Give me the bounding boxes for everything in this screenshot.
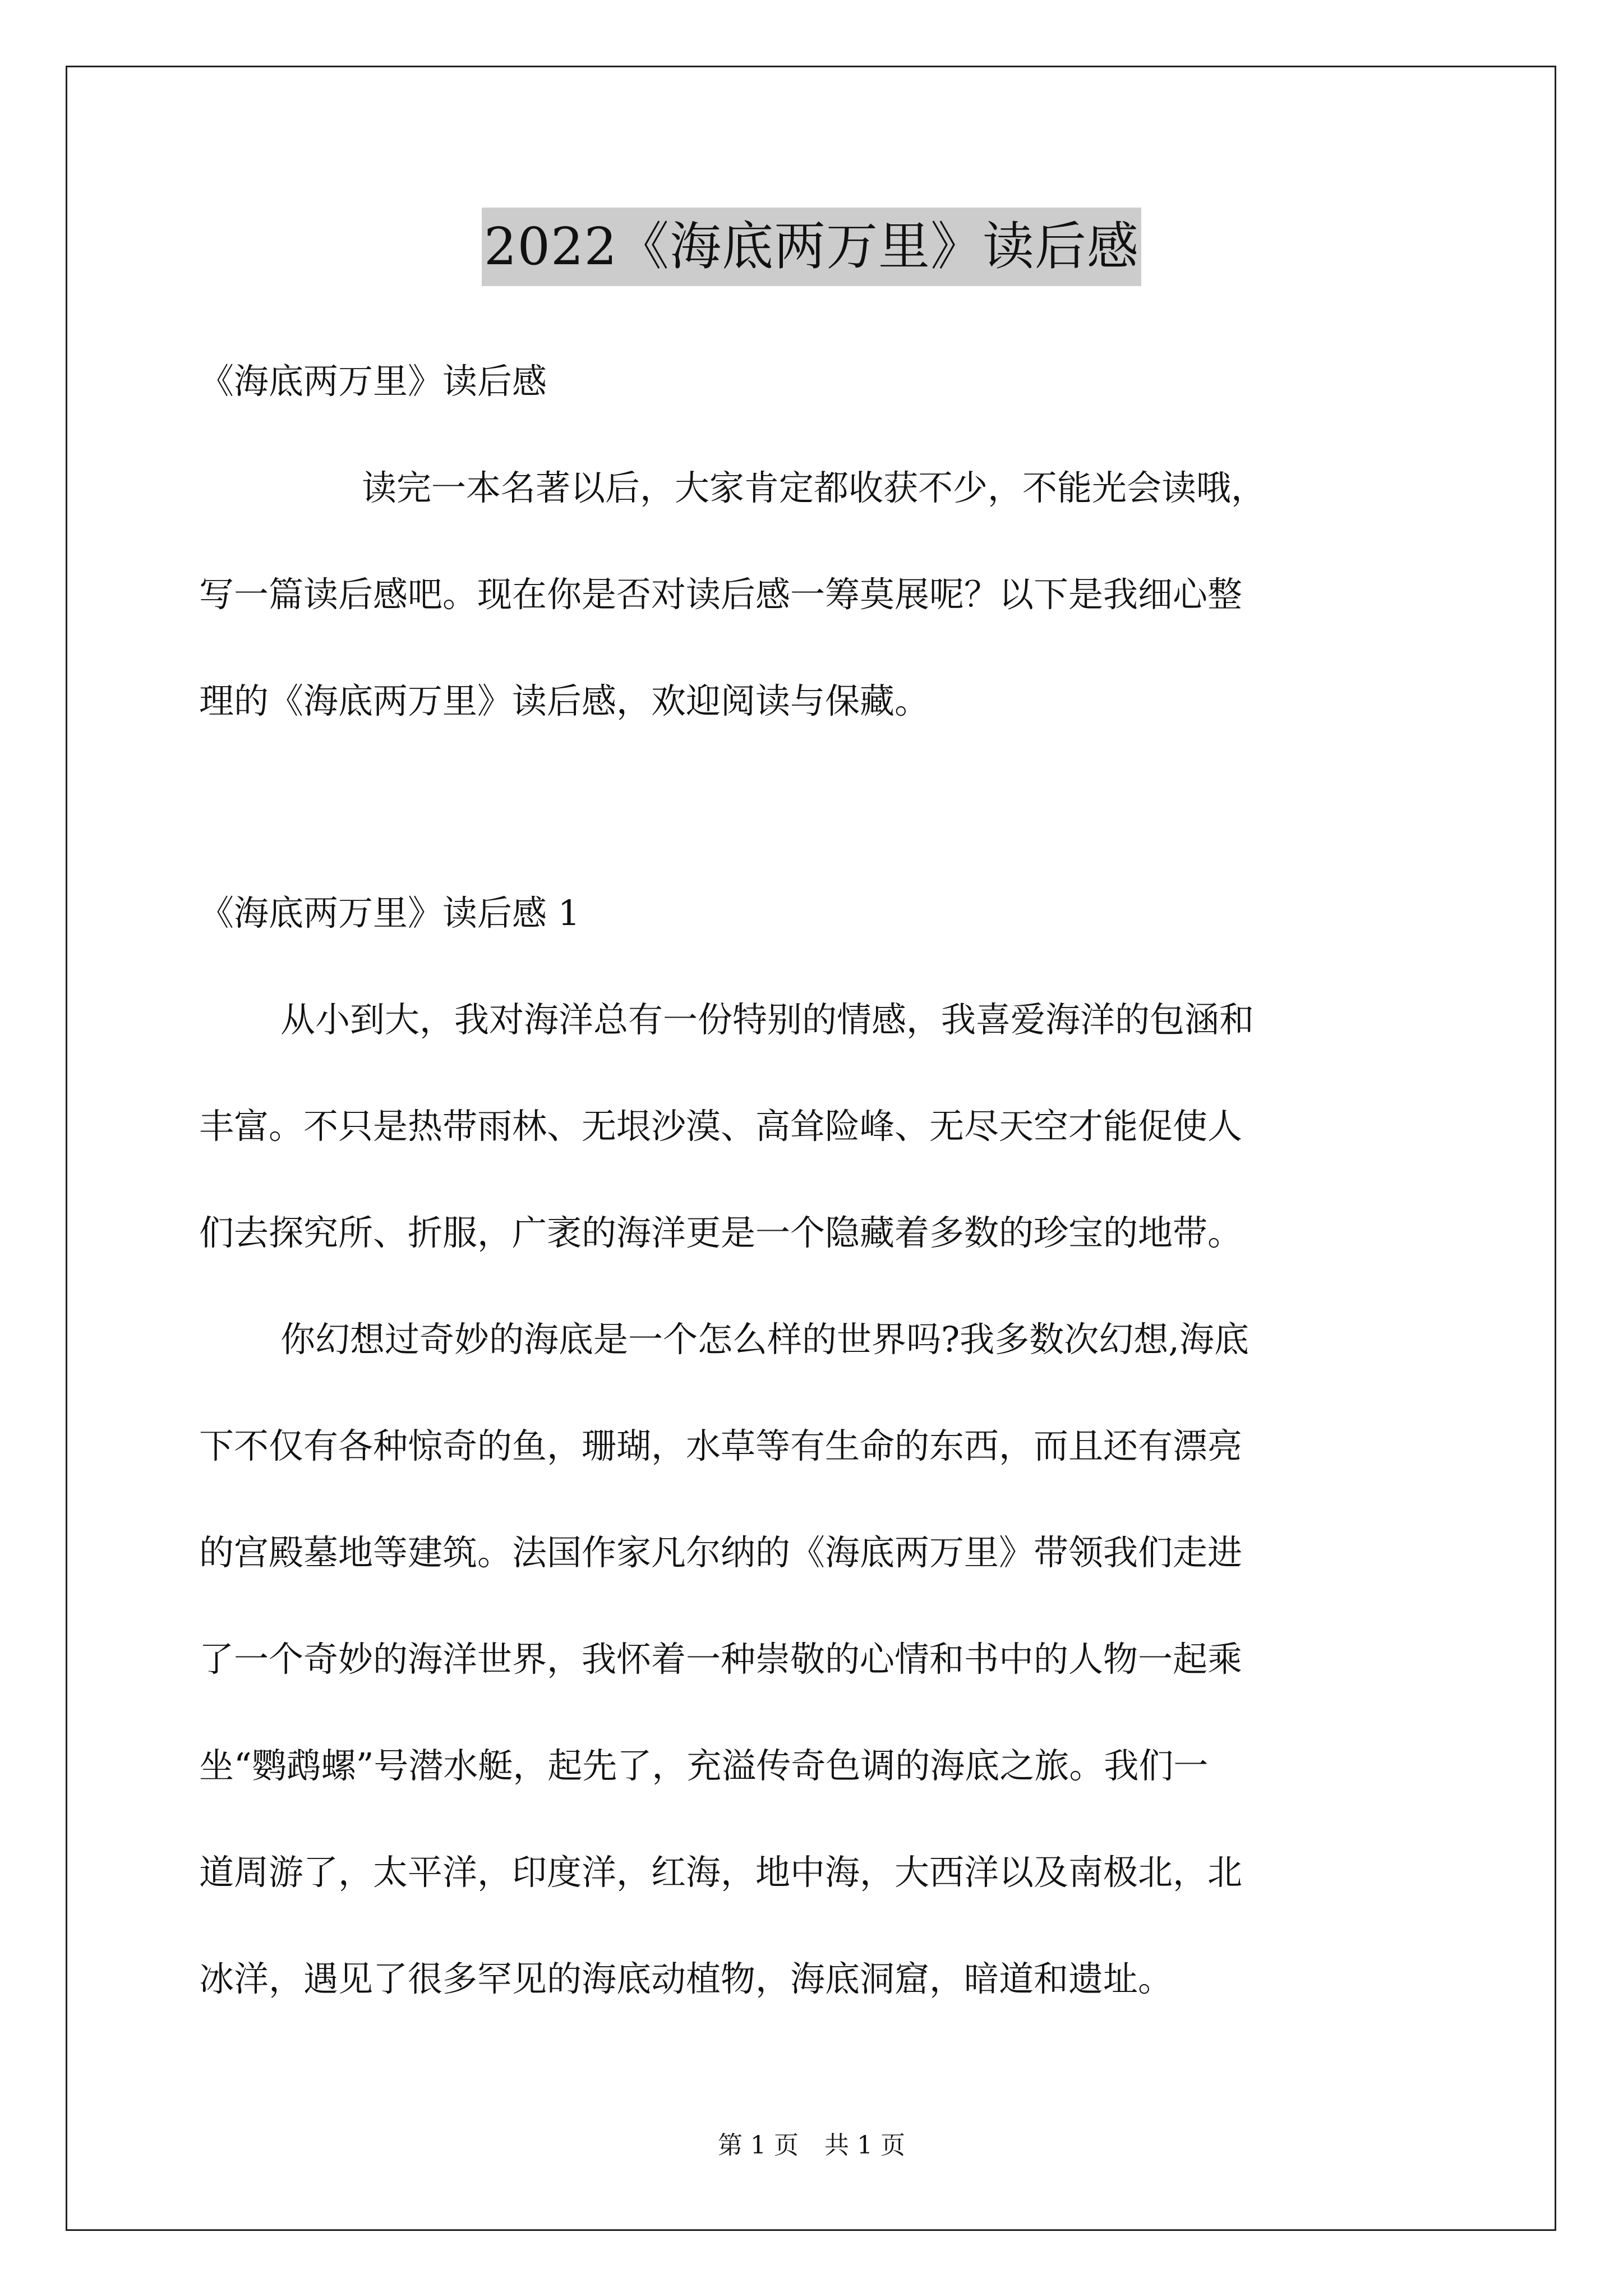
paragraph-line: 们去探究所、折服，广袤的海洋更是一个隐藏着多数的珍宝的地带。 [199, 1212, 1243, 1253]
page-number-current: 第 1 页 [718, 2131, 799, 2160]
page-number-total: 共 1 页 [824, 2131, 905, 2160]
paragraph-line: 下不仅有各种惊奇的鱼，珊瑚，水草等有生命的东西，而且还有漂亮 [199, 1425, 1243, 1466]
paragraph-line: 写一篇读后感吧。现在你是否对读后感一筹莫展呢？以下是我细心整 [199, 574, 1243, 615]
paragraph-line: 读完一本名著以后，大家肯定都收获不少，不能光会读哦， [362, 467, 1266, 508]
paragraph-line: 你幻想过奇妙的海底是一个怎么样的世界吗?我多数次幻想,海底 [280, 1319, 1249, 1360]
section-heading: 《海底两万里》读后感 1 [199, 892, 580, 933]
paragraph-line: 坐“鹦鹉螺”号潜水艇，起先了，充溢传奇色调的海底之旅。我们一 [199, 1745, 1209, 1786]
title-container [0, 208, 1623, 286]
paragraph-line: 冰洋，遇见了很多罕见的海底动植物，海底洞窟，暗道和遗址。 [199, 1958, 1173, 1999]
paragraph-line: 道周游了，太平洋，印度洋，红海，地中海，大西洋以及南极北，北 [199, 1852, 1243, 1893]
paragraph-line: 丰富。不只是热带雨林、无垠沙漠、高耸险峰、无尽天空才能促使人 [199, 1106, 1243, 1147]
paragraph-line: 从小到大，我对海洋总有一份特别的情感，我喜爱海洋的包涵和 [280, 999, 1255, 1040]
section-heading: 《海底两万里》读后感 [199, 361, 547, 402]
paragraph-line: 了一个奇妙的海洋世界，我怀着一种崇敬的心情和书中的人物一起乘 [199, 1639, 1243, 1680]
page-footer [0, 2129, 1623, 2162]
paragraph-line: 理的《海底两万里》读后感，欢迎阅读与保藏。 [199, 680, 930, 721]
document-title: 2022《海底两万里》读后感 [482, 208, 1141, 286]
paragraph-line: 的宫殿墓地等建筑。法国作家凡尔纳的《海底两万里》带领我们走进 [199, 1532, 1243, 1573]
